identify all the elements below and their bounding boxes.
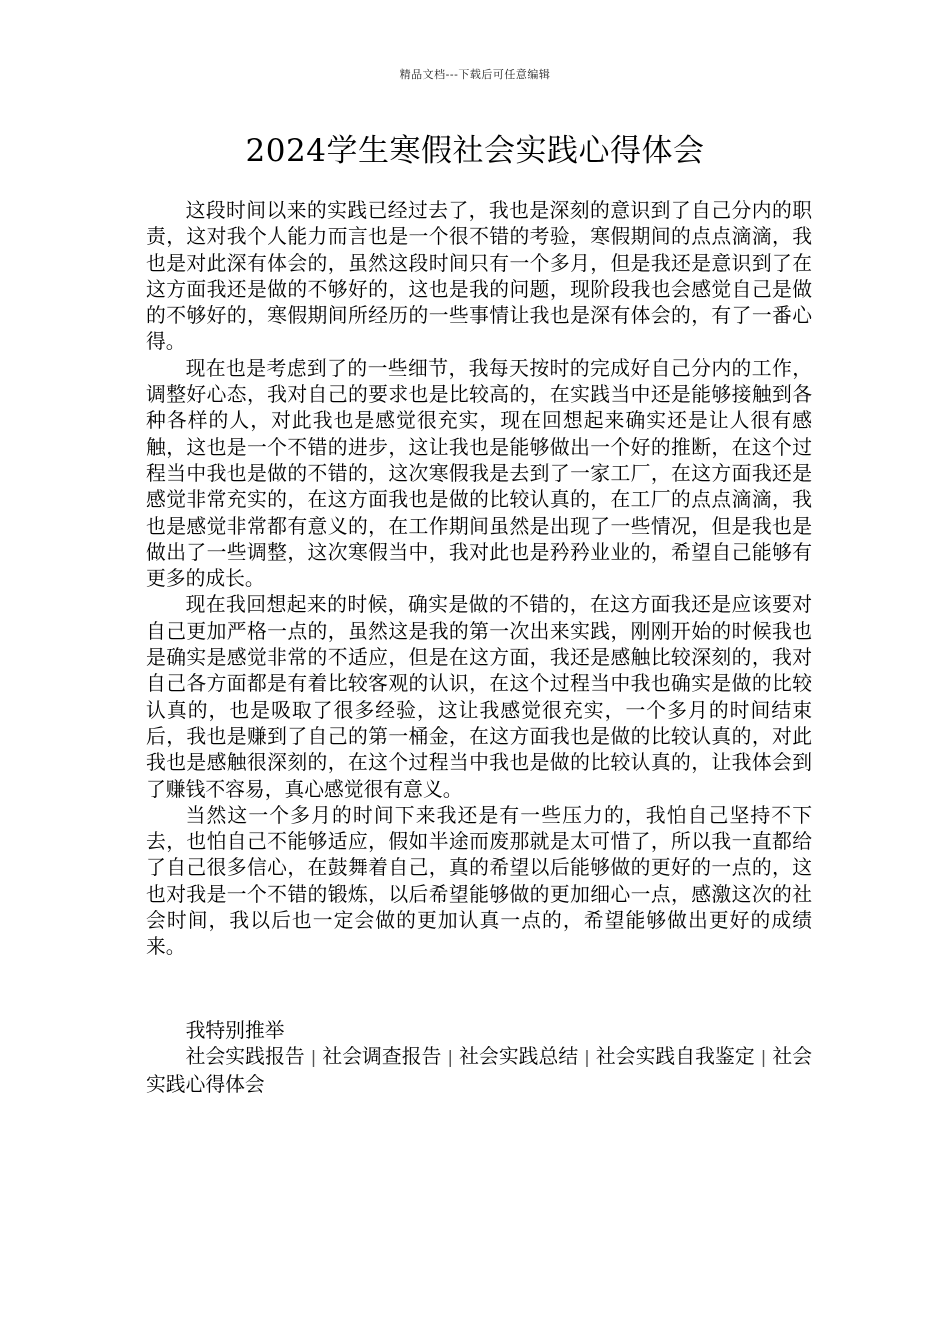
link-social-practice-reflections[interactable]: 社会实践心得体会 <box>146 1045 812 1096</box>
recommendation-section <box>146 1018 812 1098</box>
page-header-note: 精品文档---下载后可任意编辑 <box>399 68 551 81</box>
body-paragraph-4: 当然这一个多月的时间下来我还是有一些压力的，我怕自己坚持不下去，也怕自己不能够适应，假如半途而废那就是太可惜了，所以我一直都给了自己很多信心，在鼓舞着自己，真的希望以后能够做的更好的一点的，这也对我是一个不错的锻炼，以后希望能够做的更加细心一点，感激这次的社会时间，我以后也一定会做的更加认真一点的，希望能够做出更好的成绩来。 <box>146 803 812 959</box>
document-title: 2024学生寒假社会实践心得体会 <box>245 133 705 169</box>
link-social-practice-summary[interactable]: 社会实践总结 <box>459 1045 579 1069</box>
body-paragraph-1: 这段时间以来的实践已经过去了，我也是深刻的意识到了自己分内的职责，这对我个人能力而言也是一个很不错的考验，寒假期间的点点滴滴，我也是对此深有体会的，虽然这段时间只有一个多月，但是我还是意识到了在这方面我还是做的不够好的，这也是我的问题，现阶段我也会感觉自己是做的不够好的，寒假期间所经历的一些事情让我也是深有体会的，有了一番心得。 <box>146 199 812 354</box>
link-separator: | <box>584 1048 590 1069</box>
recommendation-title: 我特别推举 <box>185 1019 285 1042</box>
link-social-practice-report[interactable]: 社会实践报告 <box>185 1045 305 1069</box>
recommendation-links <box>146 1044 812 1098</box>
body-paragraph-3: 现在我回想起来的时候，确实是做的不错的，在这方面我还是应该要对自己更加严格一点的，虽然这是我的第一次出来实践，刚刚开始的时候我也是确实是感觉非常的不适应，但是在这方面，我还是感触比较深刻的，我对自己各方面都是有着比较客观的认识，在这个过程当中我也确实是做的比较认真的，也是吸取了很多经验，这让我感觉很充实，一个多月的时间结束后，我也是赚到了自己的第一桶金，在这方面我也是做的比较认真的，对此我也是感触很深刻的，在这个过程当中我也是做的比较认真的，让我体会到了赚钱不容易，真心感觉很有意义。 <box>146 593 812 801</box>
link-separator: | <box>310 1048 317 1069</box>
link-social-practice-self-appraisal[interactable]: 社会实践自我鉴定 <box>595 1045 755 1069</box>
link-social-survey-report[interactable]: 社会调查报告 <box>322 1045 442 1069</box>
body-paragraph-2: 现在也是考虑到了的一些细节，我每天按时的完成好自己分内的工作，调整好心态，我对自己的要求也是比较高的，在实践当中还是能够接触到各种各样的人，对此我也是感觉很充实，现在回想起来确实还是让人很有感触，这也是一个不错的进步，这让我也是能够做出一个好的推断，在这个过程当中我也是做的不错的，这次寒假我是去到了一家工厂，在这方面我还是感觉非常充实的，在这方面我也是做的比较认真的，在工厂的点点滴滴，我也是感觉非常都有意义的，在工作期间虽然是出现了一些情况，但是我也是做出了一些调整，这次寒假当中，我对此也是矜矜业业的，希望自己能够有更多的成长。 <box>146 356 812 591</box>
link-separator: | <box>760 1048 767 1069</box>
document-body <box>146 198 812 961</box>
link-separator: | <box>447 1048 454 1069</box>
